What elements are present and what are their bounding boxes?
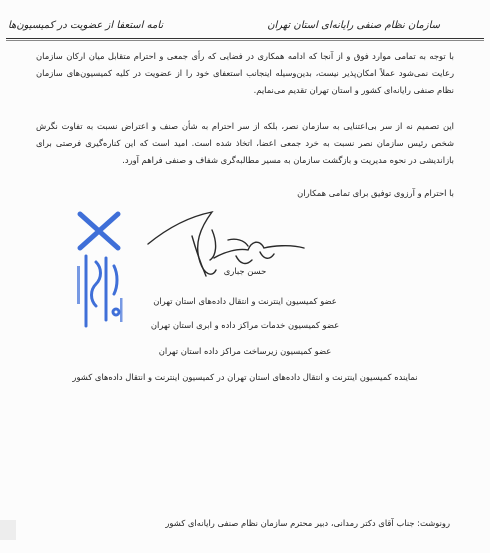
body-paragraph-1: با توجه به تمامی موارد فوق و از آنجا که ادامه همکاری در فضایی که رأی جمعی و احترام متقابل میان ارکان سازمان رعایت نمی‌شود عملاً امکان‌پذیر نیست، بدین‌وسیله اینجانب استعفای خود را از عضویت در کلیه کمیسیون‌های سازمان نظام صنفی رایانه‌ای کشور و استان تهران تقدیم می‌نمایم.	[36, 51, 454, 95]
signatory-title: عضو کمیسیون زیرساخت مراکز داده استان تهران	[158, 346, 332, 356]
cc-footnote: رونوشت: جناب آقای دکتر رمدانی، دبیر محترم سازمان نظام صنفی رایانه‌ای کشور	[165, 518, 450, 528]
header-rule	[6, 38, 484, 39]
document-title: نامه استعفا از عضویت در کمیسیون‌ها	[8, 20, 164, 31]
body-paragraph-2: این تصمیم نه از سر بی‌اعتنایی به سازمان نصر، بلکه از سر احترام به شأن صنف و اعتراض نسبت به تفاوت نگرش شخص رئیس سازمان نصر نسبت به خرد جمعی اعضا، اتخاذ شده است. امید است که این کناره‌گیری فرصتی برای بازاندیشی در نحوه مدیریت و بازگشت سازمان به مسیر مطالبه‌گری شفاف و صنفی فراهم آورد.	[36, 121, 454, 165]
closing-line: با احترام و آرزوی توفیق برای تمامی همکاران	[297, 188, 454, 198]
signatory-title: عضو کمیسیون اینترنت و انتقال داده‌های استان تهران	[153, 296, 337, 306]
signatory-title: نماینده کمیسیون اینترنت و انتقال داده‌های استان تهران در کمیسیون اینترنت و انتقال داده‌های کشور	[72, 372, 418, 382]
header-rule-thin	[6, 40, 484, 41]
org-header: سازمان نظام صنفی رایانه‌ای استان تهران	[267, 20, 440, 31]
signatory-name: حسن جباری	[223, 266, 267, 276]
signatory-title: عضو کمیسیون خدمات مراکز داده و ابری استان تهران	[150, 320, 340, 330]
scan-smudge	[0, 520, 16, 540]
